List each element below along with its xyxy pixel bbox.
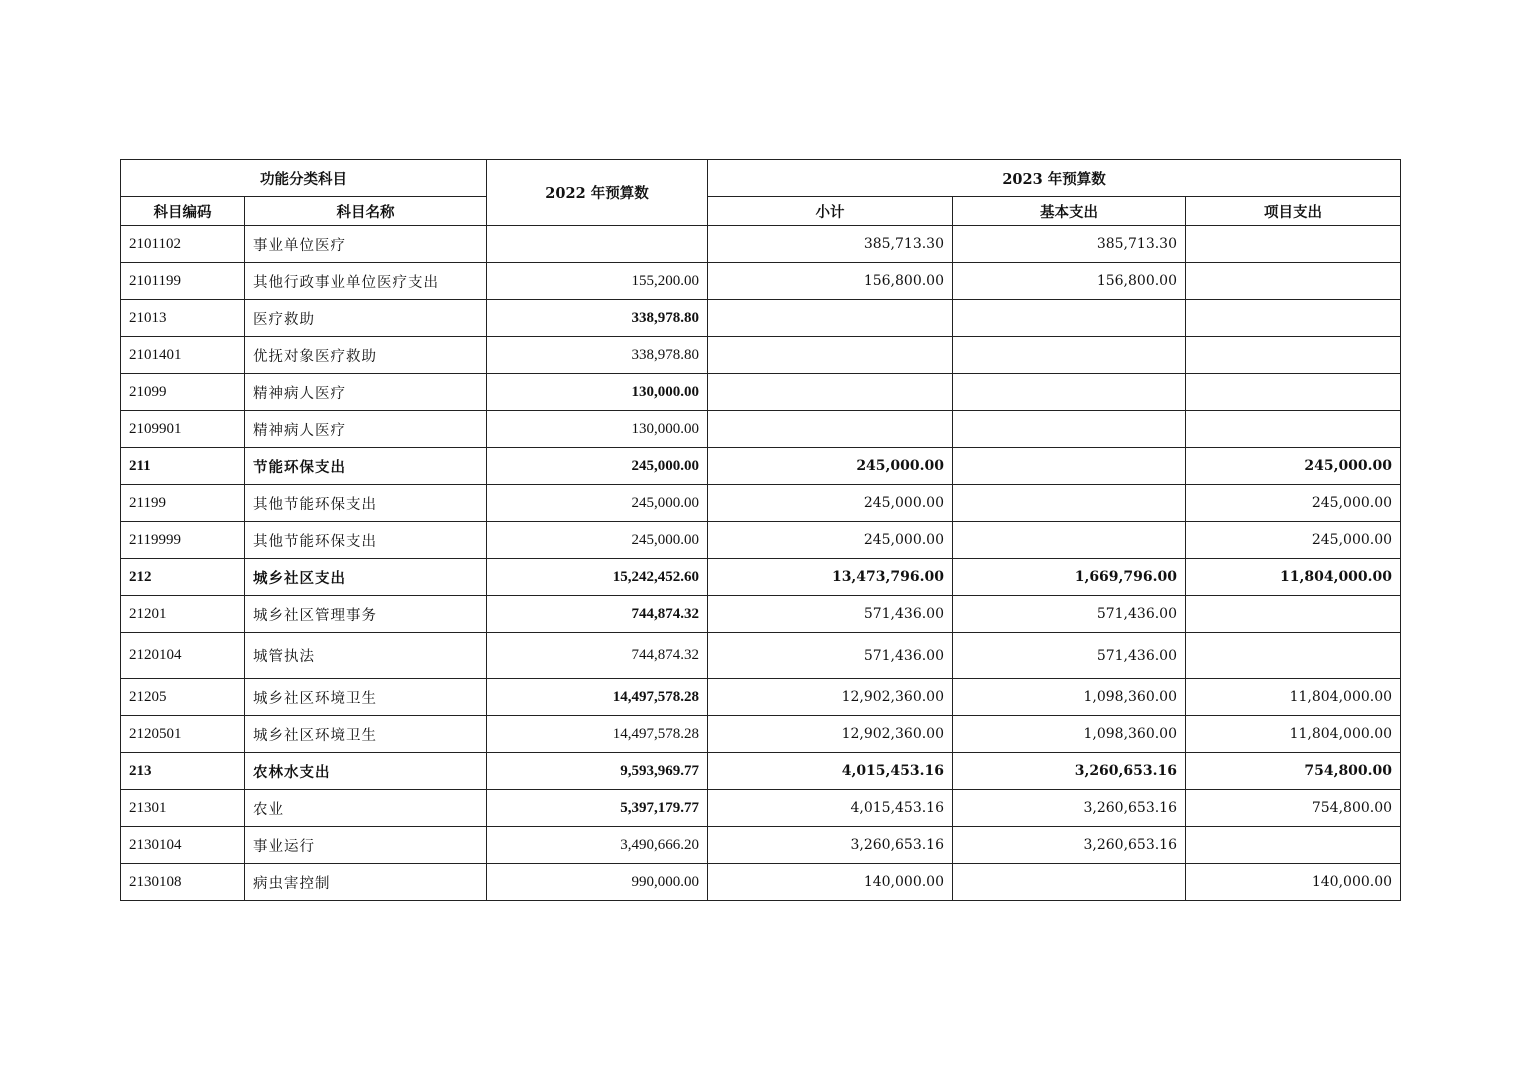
header-func-category: 功能分类科目 <box>121 160 487 197</box>
header-project: 项目支出 <box>1186 197 1401 226</box>
header-name: 科目名称 <box>245 197 487 226</box>
cell-basic <box>953 337 1186 374</box>
cell-basic <box>953 522 1186 559</box>
table-row <box>121 485 1401 522</box>
cell-budget-2022: 245,000.00 <box>487 485 708 522</box>
table-body <box>121 226 1401 901</box>
cell-project <box>1186 411 1401 448</box>
cell-subtotal: 156,800.00 <box>708 263 953 300</box>
table-row <box>121 374 1401 411</box>
cell-budget-2022: 3,490,666.20 <box>487 827 708 864</box>
cell-budget-2022: 245,000.00 <box>487 522 708 559</box>
cell-subtotal: 12,902,360.00 <box>708 716 953 753</box>
table-row <box>121 679 1401 716</box>
cell-code: 2130108 <box>121 864 245 901</box>
cell-name: 其他行政事业单位医疗支出 <box>245 263 487 300</box>
cell-subtotal: 571,436.00 <box>708 596 953 633</box>
cell-code: 2101199 <box>121 263 245 300</box>
cell-budget-2022: 15,242,452.60 <box>487 559 708 596</box>
cell-budget-2022: 744,874.32 <box>487 633 708 679</box>
header-budget-2023: 2023 年预算数 <box>708 160 1401 197</box>
cell-name: 农业 <box>245 790 487 827</box>
table-row <box>121 790 1401 827</box>
cell-project <box>1186 226 1401 263</box>
cell-budget-2022: 338,978.80 <box>487 337 708 374</box>
table-row <box>121 226 1401 263</box>
cell-project: 245,000.00 <box>1186 448 1401 485</box>
cell-budget-2022: 5,397,179.77 <box>487 790 708 827</box>
cell-name: 城乡社区环境卫生 <box>245 716 487 753</box>
header-row-1 <box>121 160 1401 197</box>
cell-basic: 156,800.00 <box>953 263 1186 300</box>
table-row <box>121 448 1401 485</box>
cell-project <box>1186 374 1401 411</box>
cell-project <box>1186 263 1401 300</box>
cell-budget-2022: 744,874.32 <box>487 596 708 633</box>
table-row <box>121 300 1401 337</box>
cell-code: 2101401 <box>121 337 245 374</box>
cell-name: 节能环保支出 <box>245 448 487 485</box>
cell-code: 211 <box>121 448 245 485</box>
cell-code: 212 <box>121 559 245 596</box>
cell-subtotal: 571,436.00 <box>708 633 953 679</box>
cell-name: 事业单位医疗 <box>245 226 487 263</box>
cell-basic: 3,260,653.16 <box>953 827 1186 864</box>
cell-project: 754,800.00 <box>1186 753 1401 790</box>
header-basic: 基本支出 <box>953 197 1186 226</box>
cell-project <box>1186 633 1401 679</box>
header-subtotal: 小计 <box>708 197 953 226</box>
cell-name: 城乡社区环境卫生 <box>245 679 487 716</box>
cell-basic <box>953 864 1186 901</box>
cell-basic <box>953 300 1186 337</box>
cell-subtotal <box>708 337 953 374</box>
cell-budget-2022: 338,978.80 <box>487 300 708 337</box>
cell-project: 11,804,000.00 <box>1186 559 1401 596</box>
cell-basic <box>953 411 1186 448</box>
cell-basic: 1,098,360.00 <box>953 716 1186 753</box>
cell-code: 2101102 <box>121 226 245 263</box>
cell-project <box>1186 300 1401 337</box>
cell-basic: 3,260,653.16 <box>953 753 1186 790</box>
cell-name: 农林水支出 <box>245 753 487 790</box>
cell-project <box>1186 827 1401 864</box>
cell-name: 精神病人医疗 <box>245 374 487 411</box>
cell-subtotal: 245,000.00 <box>708 522 953 559</box>
cell-name: 城乡社区支出 <box>245 559 487 596</box>
cell-name: 病虫害控制 <box>245 864 487 901</box>
cell-name: 优抚对象医疗救助 <box>245 337 487 374</box>
cell-code: 21013 <box>121 300 245 337</box>
cell-budget-2022 <box>487 226 708 263</box>
cell-subtotal: 4,015,453.16 <box>708 753 953 790</box>
header-row-2 <box>121 197 1401 226</box>
cell-code: 2130104 <box>121 827 245 864</box>
cell-code: 21201 <box>121 596 245 633</box>
cell-name: 其他节能环保支出 <box>245 485 487 522</box>
cell-project <box>1186 596 1401 633</box>
header-code: 科目编码 <box>121 197 245 226</box>
table-row <box>121 559 1401 596</box>
cell-subtotal: 13,473,796.00 <box>708 559 953 596</box>
cell-subtotal: 140,000.00 <box>708 864 953 901</box>
table-row <box>121 411 1401 448</box>
cell-code: 2120501 <box>121 716 245 753</box>
cell-budget-2022: 155,200.00 <box>487 263 708 300</box>
table-row <box>121 596 1401 633</box>
cell-code: 2119999 <box>121 522 245 559</box>
cell-basic <box>953 448 1186 485</box>
table-row <box>121 753 1401 790</box>
cell-subtotal: 4,015,453.16 <box>708 790 953 827</box>
cell-budget-2022: 990,000.00 <box>487 864 708 901</box>
cell-code: 2109901 <box>121 411 245 448</box>
cell-name: 城管执法 <box>245 633 487 679</box>
cell-name: 其他节能环保支出 <box>245 522 487 559</box>
table-row <box>121 716 1401 753</box>
cell-subtotal: 12,902,360.00 <box>708 679 953 716</box>
table-row <box>121 633 1401 679</box>
cell-project: 11,804,000.00 <box>1186 716 1401 753</box>
cell-subtotal: 3,260,653.16 <box>708 827 953 864</box>
cell-code: 21199 <box>121 485 245 522</box>
cell-basic: 571,436.00 <box>953 633 1186 679</box>
cell-subtotal <box>708 300 953 337</box>
cell-basic <box>953 485 1186 522</box>
cell-basic: 3,260,653.16 <box>953 790 1186 827</box>
table-row <box>121 263 1401 300</box>
cell-subtotal <box>708 374 953 411</box>
header-budget-2022: 2022 年预算数 <box>487 160 708 226</box>
cell-budget-2022: 9,593,969.77 <box>487 753 708 790</box>
table-row <box>121 337 1401 374</box>
cell-basic: 571,436.00 <box>953 596 1186 633</box>
cell-code: 21099 <box>121 374 245 411</box>
cell-budget-2022: 130,000.00 <box>487 374 708 411</box>
cell-budget-2022: 14,497,578.28 <box>487 716 708 753</box>
cell-project: 140,000.00 <box>1186 864 1401 901</box>
cell-project <box>1186 337 1401 374</box>
budget-table <box>120 159 1401 901</box>
cell-subtotal <box>708 411 953 448</box>
cell-project: 245,000.00 <box>1186 485 1401 522</box>
cell-subtotal: 245,000.00 <box>708 485 953 522</box>
cell-project: 754,800.00 <box>1186 790 1401 827</box>
cell-basic: 1,669,796.00 <box>953 559 1186 596</box>
cell-budget-2022: 130,000.00 <box>487 411 708 448</box>
cell-code: 21301 <box>121 790 245 827</box>
cell-budget-2022: 14,497,578.28 <box>487 679 708 716</box>
table-row <box>121 827 1401 864</box>
cell-basic <box>953 374 1186 411</box>
table-row <box>121 522 1401 559</box>
cell-name: 事业运行 <box>245 827 487 864</box>
cell-project: 245,000.00 <box>1186 522 1401 559</box>
cell-project: 11,804,000.00 <box>1186 679 1401 716</box>
cell-subtotal: 385,713.30 <box>708 226 953 263</box>
cell-code: 213 <box>121 753 245 790</box>
cell-budget-2022: 245,000.00 <box>487 448 708 485</box>
cell-name: 城乡社区管理事务 <box>245 596 487 633</box>
cell-name: 医疗救助 <box>245 300 487 337</box>
cell-name: 精神病人医疗 <box>245 411 487 448</box>
cell-basic: 385,713.30 <box>953 226 1186 263</box>
cell-subtotal: 245,000.00 <box>708 448 953 485</box>
table-row <box>121 864 1401 901</box>
cell-code: 21205 <box>121 679 245 716</box>
cell-basic: 1,098,360.00 <box>953 679 1186 716</box>
cell-code: 2120104 <box>121 633 245 679</box>
